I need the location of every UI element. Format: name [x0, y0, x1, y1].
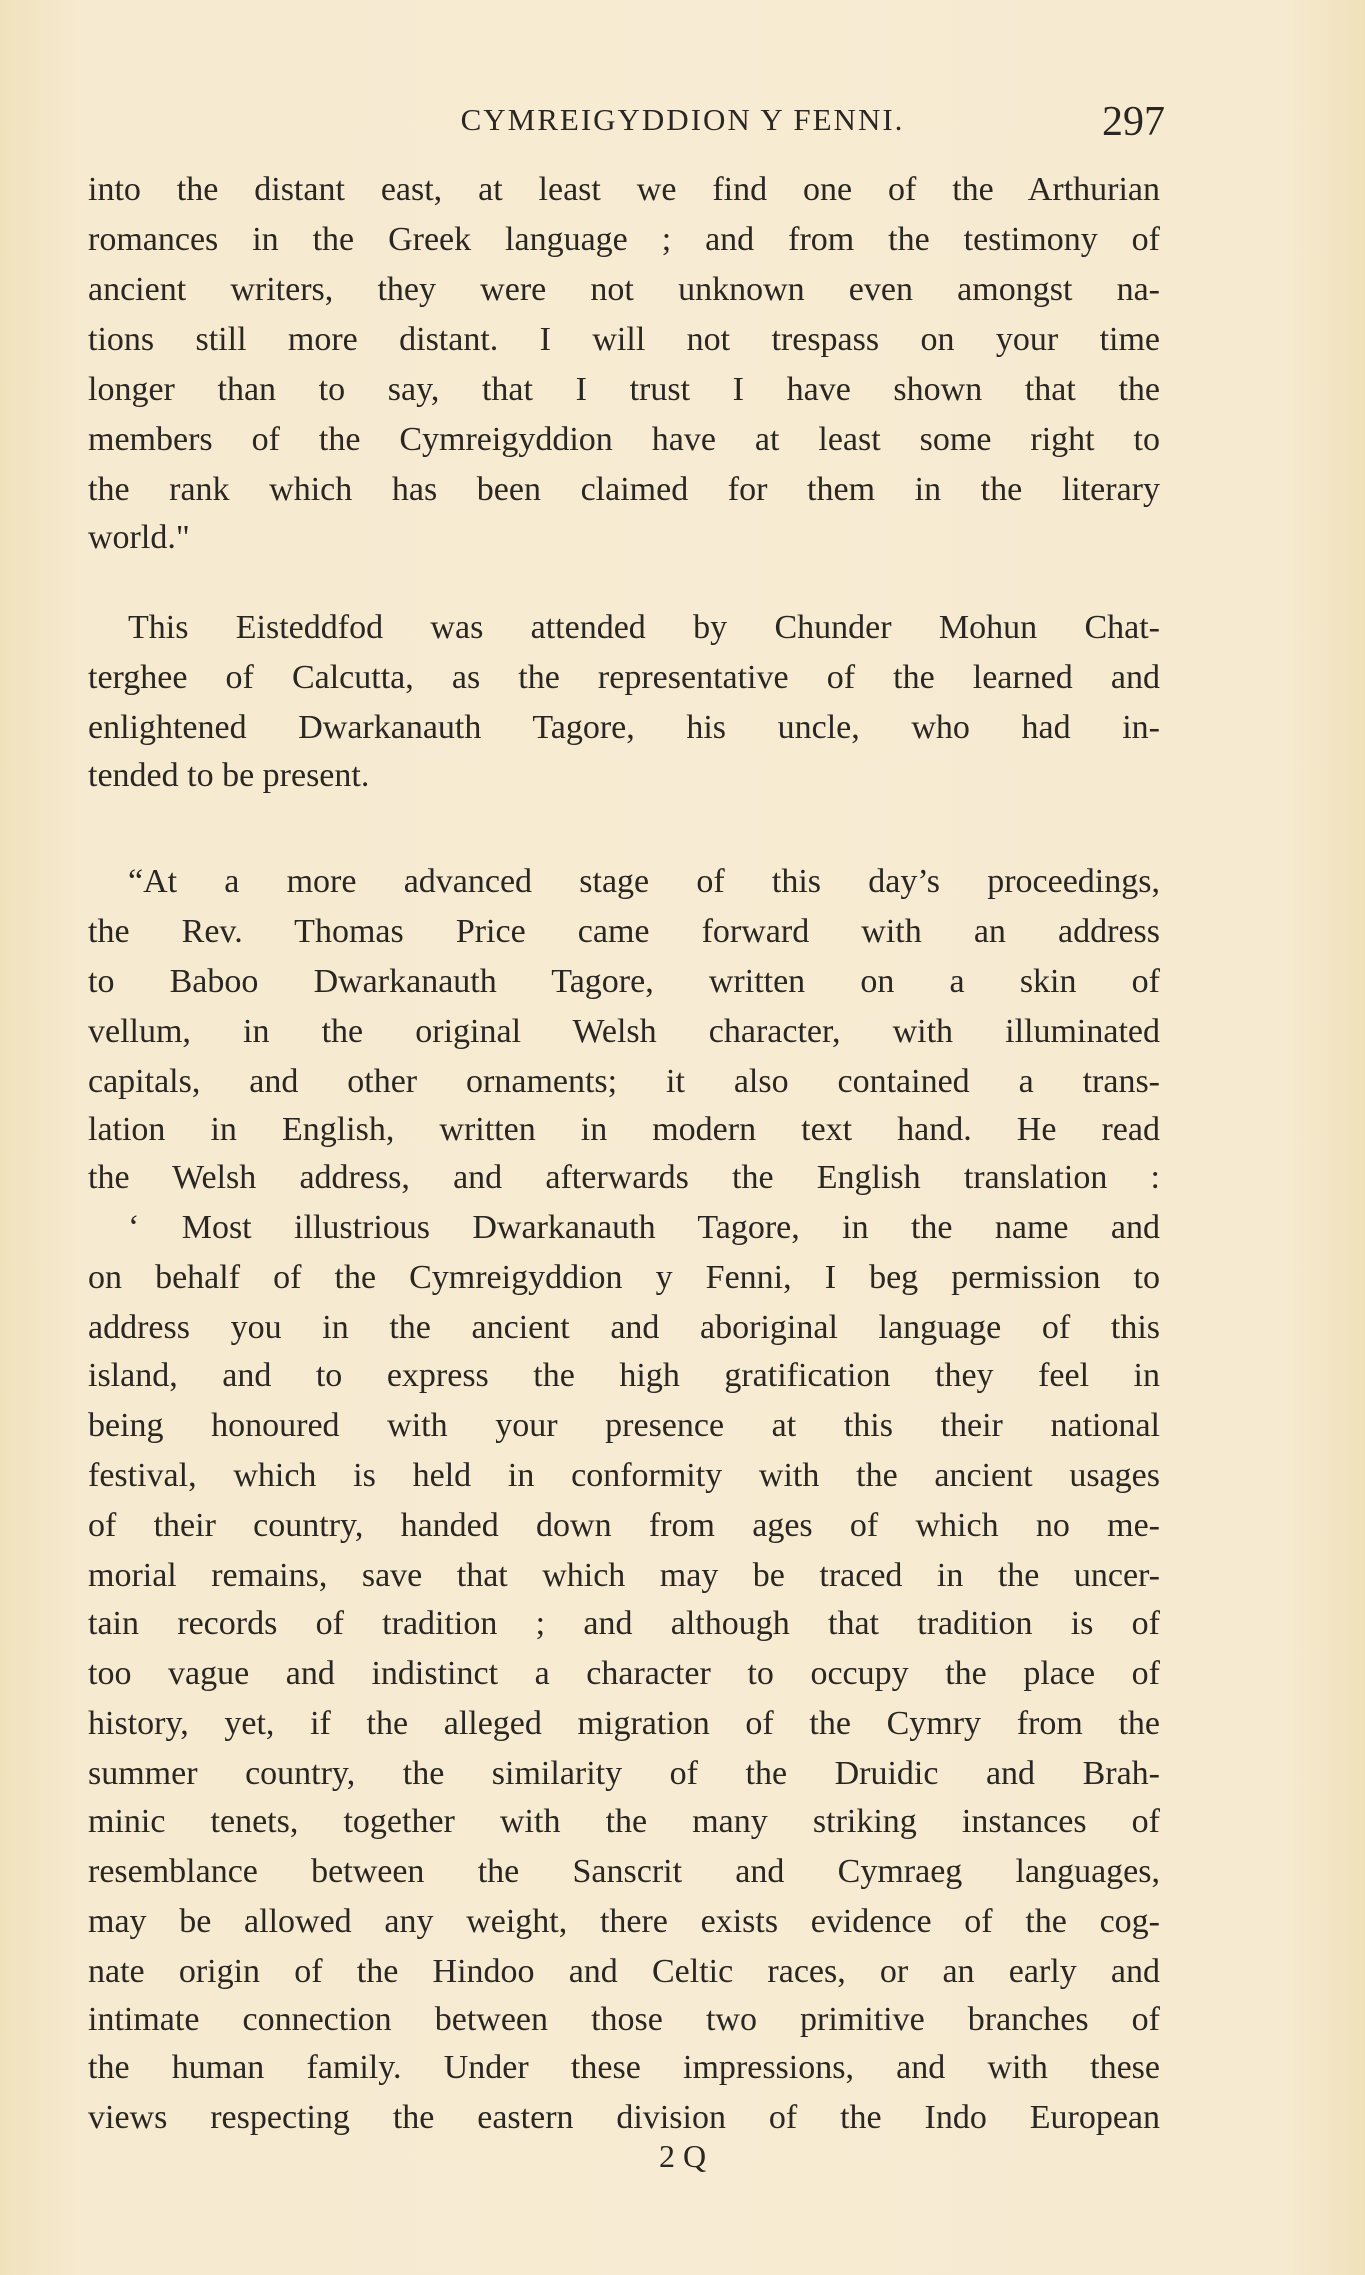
page-number: 297	[1102, 99, 1165, 145]
text-line: nate origin of the Hindoo and Celtic races, or an early and	[88, 1953, 1160, 1990]
text-line: terghee of Calcutta, as the representative of the learned and	[88, 659, 1160, 696]
text-line: vellum, in the original Welsh character, with illuminated	[88, 1013, 1160, 1050]
text-line: on behalf of the Cymreigyddion y Fenni, I beg permission to	[88, 1259, 1160, 1296]
text-line: of their country, handed down from ages of which no me-	[88, 1507, 1160, 1544]
text-line: “At a more advanced stage of this day’s proceedings,	[128, 863, 1160, 900]
text-line: ancient writers, they were not unknown even amongst na-	[88, 271, 1160, 308]
text-line: world."	[88, 519, 190, 556]
text-line: tended to be present.	[88, 757, 370, 794]
text-line: being honoured with your presence at this their national	[88, 1407, 1160, 1444]
text-line: summer country, the similarity of the Druidic and Brah-	[88, 1755, 1160, 1792]
text-line: island, and to express the high gratification they feel in	[88, 1357, 1160, 1394]
text-line: lation in English, written in modern text hand. He read	[88, 1111, 1160, 1148]
text-line: members of the Cymreigyddion have at least some right to	[88, 421, 1160, 458]
text-line: tain records of tradition ; and although that tradition is of	[88, 1605, 1160, 1642]
text-line: ‘ Most illustrious Dwarkanauth Tagore, in the name and	[128, 1209, 1160, 1246]
text-line: festival, which is held in conformity with the ancient usages	[88, 1457, 1160, 1494]
text-line: This Eisteddfod was attended by Chunder Mohun Chat-	[128, 609, 1160, 646]
running-title: CYMREIGYDDION Y FENNI.	[460, 102, 905, 137]
text-line: the rank which has been claimed for them in the literary	[88, 471, 1160, 508]
text-line: intimate connection between those two primitive branches of	[88, 2001, 1160, 2038]
text-line: enlightened Dwarkanauth Tagore, his uncle, who had in-	[88, 709, 1160, 746]
text-line: history, yet, if the alleged migration of the Cymry from the	[88, 1705, 1160, 1742]
text-line: the human family. Under these impressions, and with these	[88, 2049, 1160, 2086]
text-line: into the distant east, at least we find one of the Arthurian	[88, 171, 1160, 208]
text-line: capitals, and other ornaments; it also contained a trans-	[88, 1063, 1160, 1100]
text-line: may be allowed any weight, there exists evidence of the cog-	[88, 1903, 1160, 1940]
text-line: tions still more distant. I will not trespass on your time	[88, 321, 1160, 358]
text-line: romances in the Greek language ; and from the testimony of	[88, 221, 1160, 258]
text-line: the Rev. Thomas Price came forward with an address	[88, 913, 1160, 950]
text-line: to Baboo Dwarkanauth Tagore, written on a skin of	[88, 963, 1160, 1000]
text-line: resemblance between the Sanscrit and Cymraeg languages,	[88, 1853, 1160, 1890]
text-line: longer than to say, that I trust I have shown that the	[88, 371, 1160, 408]
text-line: views respecting the eastern division of the Indo European	[88, 2099, 1160, 2136]
text-line: the Welsh address, and afterwards the English translation :	[88, 1159, 1160, 1196]
signature-mark: 2 Q	[658, 2138, 707, 2174]
text-line: too vague and indistinct a character to occupy the place of	[88, 1655, 1160, 1692]
running-head	[0, 98, 1365, 148]
text-line: morial remains, save that which may be traced in the uncer-	[88, 1557, 1160, 1594]
text-line: address you in the ancient and aboriginal language of this	[88, 1309, 1160, 1346]
text-line: minic tenets, together with the many striking instances of	[88, 1803, 1160, 1840]
